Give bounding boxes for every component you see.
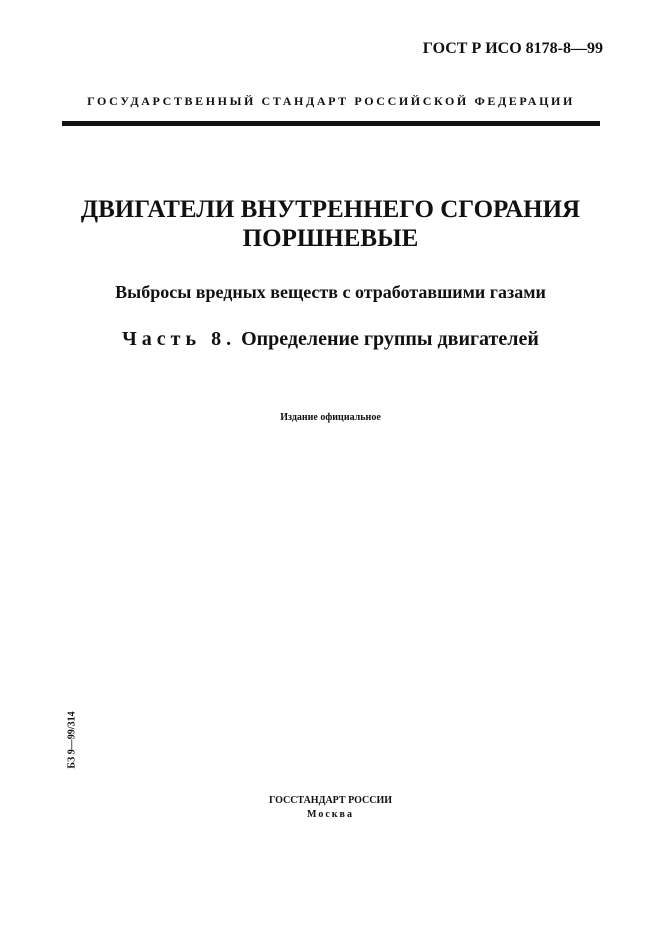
document-code: ГОСТ Р ИСО 8178-8—99 [422, 40, 603, 57]
document-title-line-2: ПОРШНЕВЫЕ [242, 225, 419, 252]
document-title-line-1: ДВИГАТЕЛИ ВНУТРЕННЕГО СГОРАНИЯ [80, 196, 581, 223]
part-prefix: Часть 8. [122, 328, 237, 350]
state-standard-heading: ГОСУДАРСТВЕННЫЙ СТАНДАРТ РОССИЙСКОЙ ФЕДЕРАЦИИ [87, 94, 575, 108]
header-divider [62, 121, 600, 126]
part-heading [40, 328, 621, 351]
document-subtitle: Выбросы вредных веществ с отработавшими газами [115, 282, 546, 302]
document-title [40, 195, 621, 253]
publisher-city: Москва [307, 809, 354, 820]
side-code: БЗ 9—99/314 [66, 711, 78, 769]
publisher-block [40, 794, 621, 822]
edition-note: Издание официальное [280, 412, 381, 423]
part-name: Определение группы двигателей [241, 328, 539, 350]
publisher-name: ГОССТАНДАРТ РОССИИ [268, 795, 393, 806]
